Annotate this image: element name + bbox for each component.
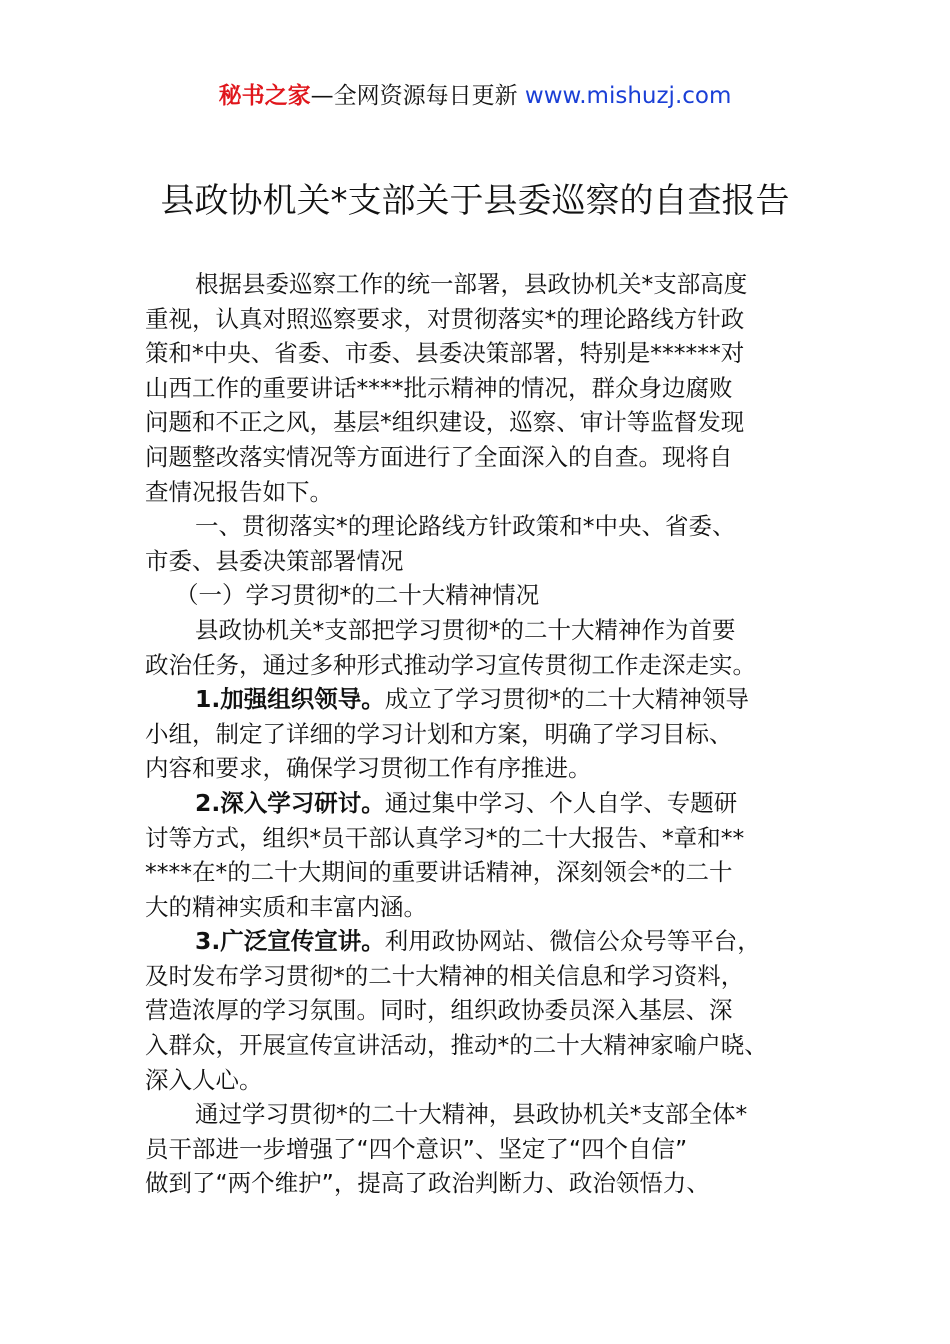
line-text: 讨等方式，组织*员干部认真学习*的二十大报告、*章和** <box>145 823 745 852</box>
body-line <box>145 440 810 475</box>
line-text: 问题和不正之风，基层*组织建设，巡察、审计等监督发现 <box>145 408 745 437</box>
body-line <box>145 855 810 890</box>
body-line <box>145 405 810 440</box>
site-brand: 秘书之家 <box>218 83 311 109</box>
body-line <box>145 544 810 579</box>
body-line <box>145 1063 810 1098</box>
body-line <box>145 682 810 717</box>
line-text: 做到了“两个维护”，提高了政治判断力、政治领悟力、 <box>145 1169 710 1198</box>
line-text: 入群众，开展宣传宣讲活动，推动*的二十大精神家喻户晓、 <box>145 1031 768 1060</box>
bold-heading: 2.深入学习研讨。 <box>195 788 385 817</box>
site-header <box>0 80 950 112</box>
line-text: 一、贯彻落实*的理论路线方针政策和*中央、省委、 <box>195 512 736 541</box>
body-line <box>145 578 810 613</box>
document-body <box>145 267 810 1201</box>
line-text: 深入人心。 <box>145 1065 263 1094</box>
body-line <box>145 786 810 821</box>
line-text: 大的精神实质和丰富内涵。 <box>145 892 427 921</box>
line-text: 策和*中央、省委、市委、县委决策部署，特别是******对 <box>145 339 745 368</box>
line-text: 查情况报告如下。 <box>145 477 333 506</box>
body-line <box>145 648 810 683</box>
line-text: 及时发布学习贯彻*的二十大精神的相关信息和学习资料， <box>145 961 745 990</box>
line-text: 市委、县委决策部署情况 <box>145 546 404 575</box>
line-text: 山西工作的重要讲话****批示精神的情况，群众身边腐败 <box>145 373 733 402</box>
line-text: 营造浓厚的学习氛围。同时，组织政协委员深入基层、深 <box>145 996 733 1025</box>
body-line <box>145 613 810 648</box>
line-text: 通过集中学习、个人自学、专题研 <box>384 788 738 817</box>
body-line <box>145 1028 810 1063</box>
line-text: ****在*的二十大期间的重要讲话精神，深刻领会*的二十 <box>145 858 733 887</box>
line-text: 政治任务，通过多种形式推动学习宣传贯彻工作走深走实。 <box>145 650 756 679</box>
body-line <box>145 751 810 786</box>
body-line <box>145 924 810 959</box>
line-text: 根据县委巡察工作的统一部署，县政协机关*支部高度 <box>195 270 748 298</box>
body-line <box>145 1132 810 1167</box>
body-line <box>145 336 810 371</box>
bold-heading: 1.加强组织领导。 <box>195 685 385 714</box>
body-line <box>145 267 810 302</box>
bold-heading: 3.广泛宣传宣讲。 <box>195 927 385 956</box>
line-text: 利用政协网站、微信公众号等平台， <box>384 927 761 956</box>
line-text: 成立了学习贯彻*的二十大精神领导 <box>384 685 750 714</box>
line-text: 县政协机关*支部把学习贯彻*的二十大精神作为首要 <box>195 615 736 644</box>
line-text: 重视，认真对照巡察要求，对贯彻落实*的理论路线方针政 <box>145 304 745 333</box>
body-line <box>145 717 810 752</box>
body-line <box>145 993 810 1028</box>
line-text: 通过学习贯彻*的二十大精神，县政协机关*支部全体* <box>195 1100 748 1129</box>
body-line <box>145 959 810 994</box>
site-tagline: —全网资源每日更新 <box>310 83 525 109</box>
body-line <box>145 821 810 856</box>
body-line <box>145 1166 810 1201</box>
body-line <box>145 890 810 925</box>
body-line <box>145 371 810 406</box>
line-text: 小组，制定了详细的学习计划和方案，明确了学习目标、 <box>145 719 733 748</box>
document-title: 县政协机关*支部关于县委巡察的自查报告 <box>160 181 790 221</box>
site-url-link[interactable]: www.mishuzj.com <box>524 83 732 109</box>
line-text: （一）学习贯彻*的二十大精神情况 <box>175 581 540 610</box>
line-text: 员干部进一步增强了“四个意识”、坚定了“四个自信” <box>145 1134 688 1163</box>
body-line <box>145 509 810 544</box>
body-line <box>145 1097 810 1132</box>
line-text: 问题整改落实情况等方面进行了全面深入的自查。现将自 <box>145 442 733 471</box>
line-text: 内容和要求，确保学习贯彻工作有序推进。 <box>145 754 592 783</box>
body-line <box>145 302 810 337</box>
body-line <box>145 475 810 510</box>
